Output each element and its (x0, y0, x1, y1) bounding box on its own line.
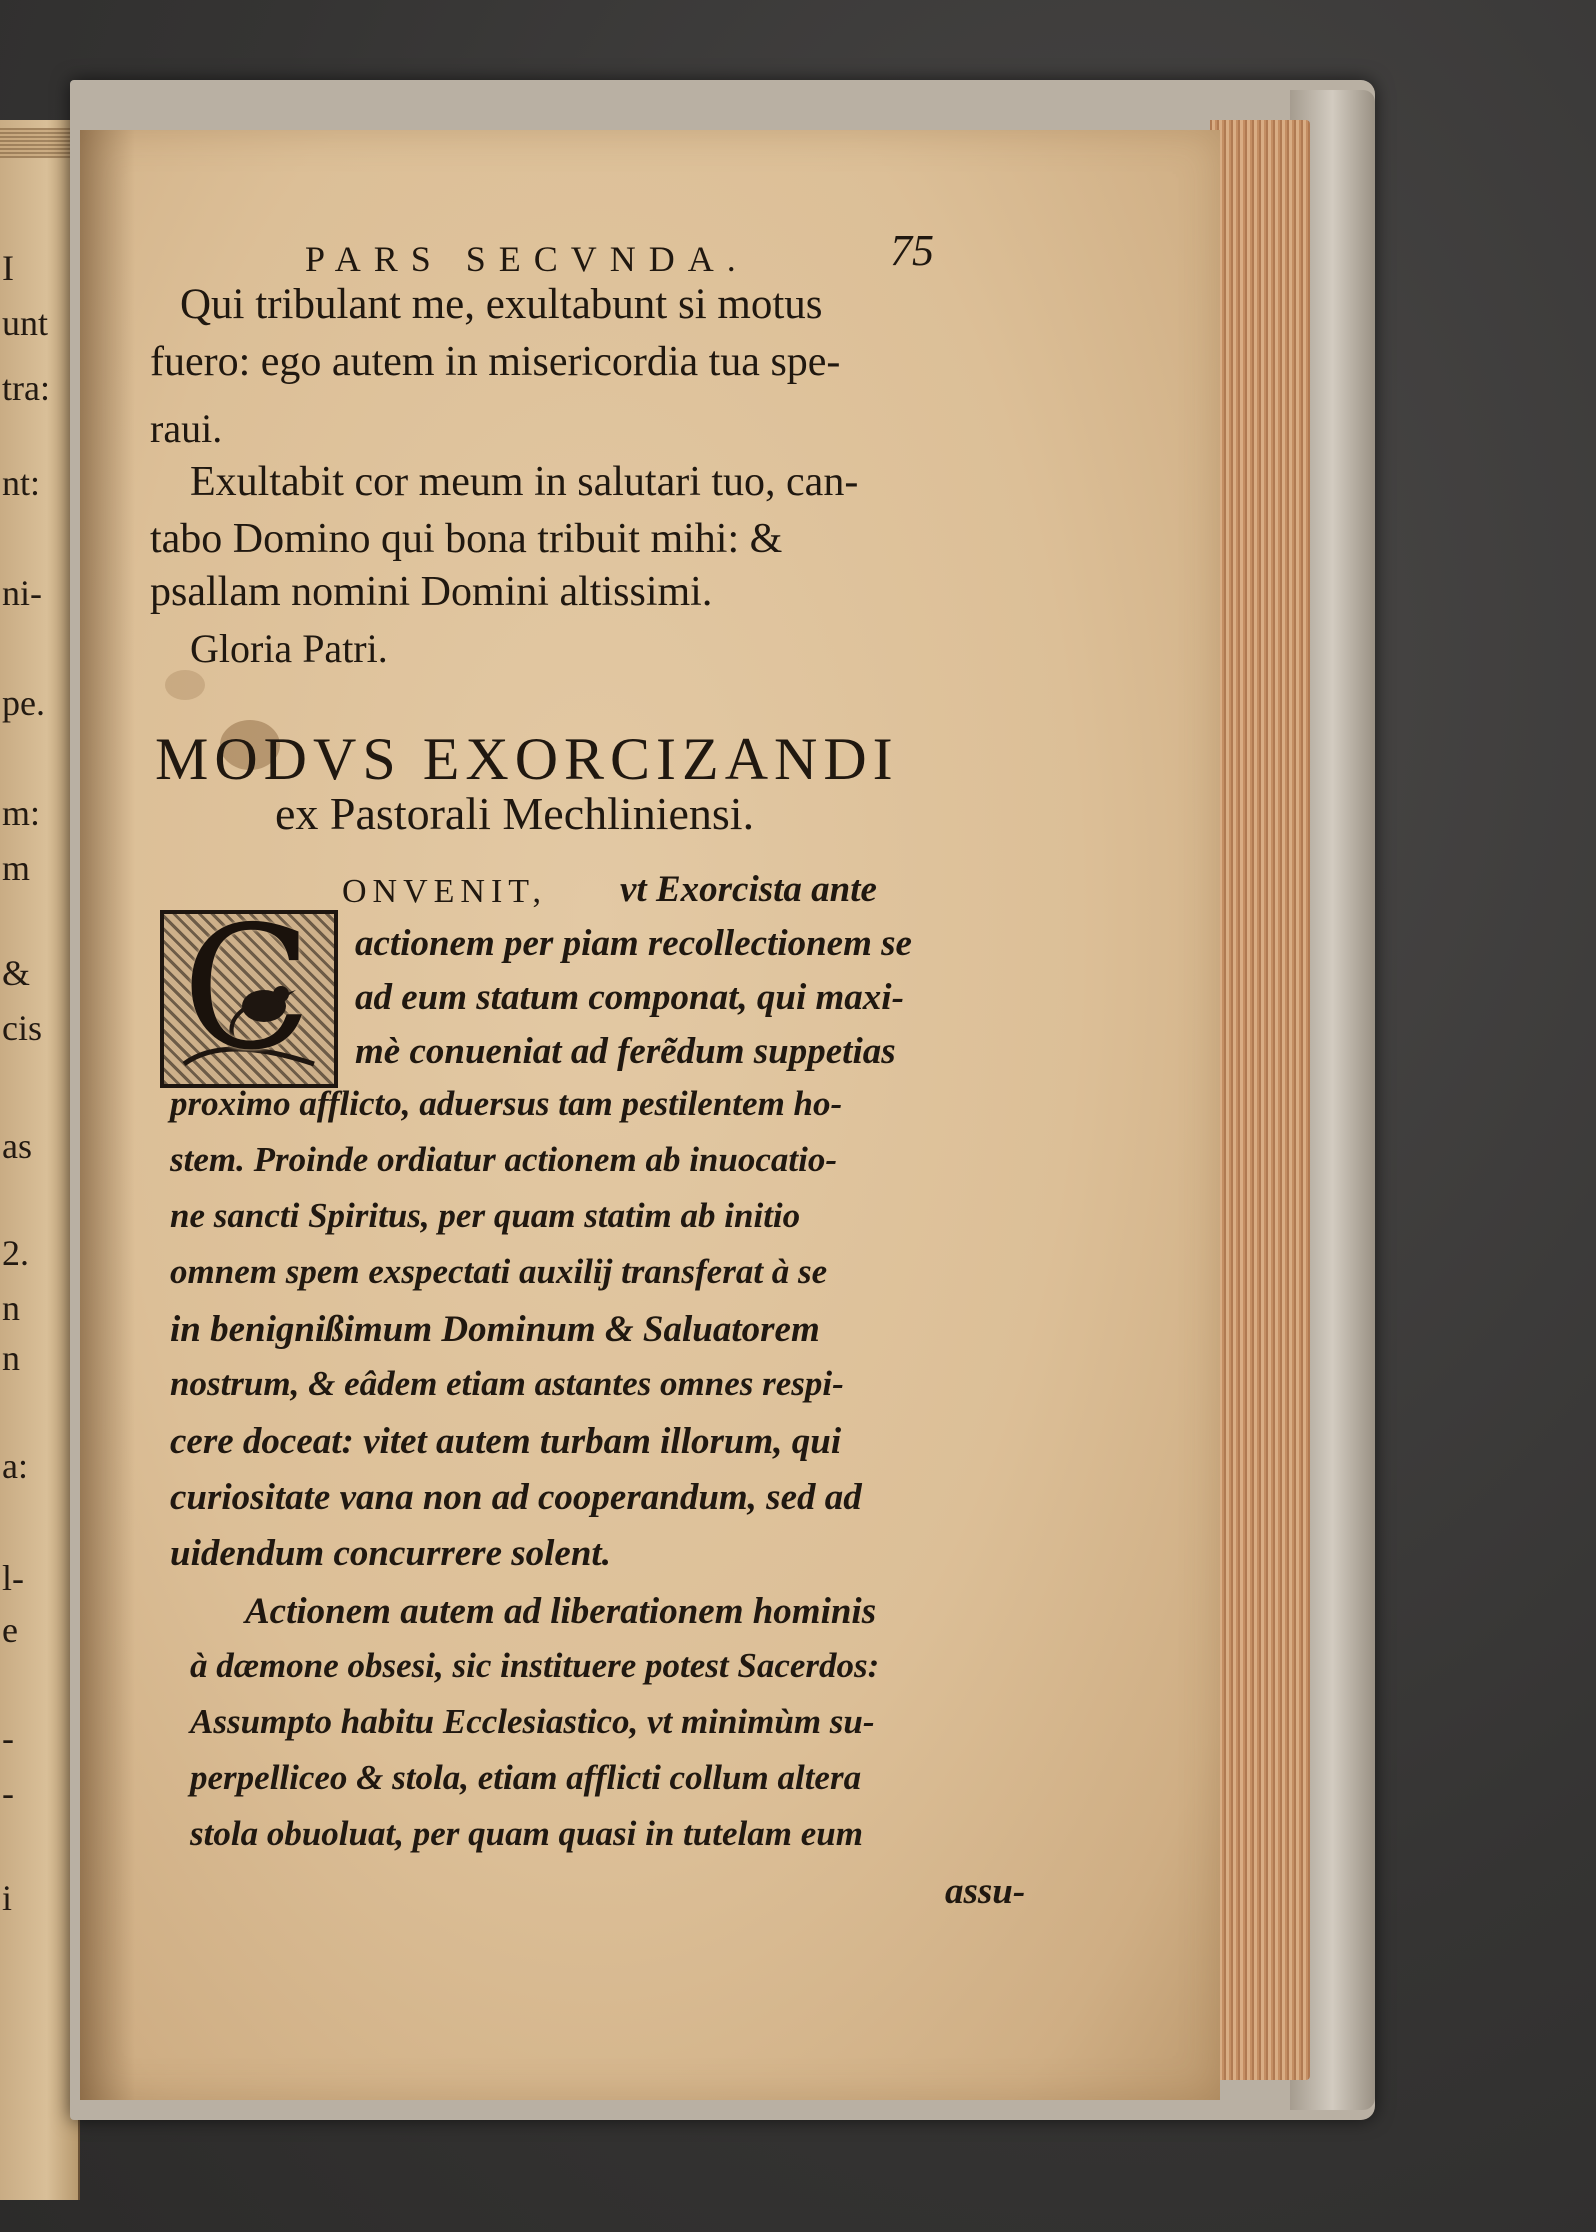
catchword: assu- (945, 1871, 1026, 1912)
left-fragment: - (2, 1718, 14, 1758)
left-fragment: ni- (2, 573, 42, 613)
left-fragment: nt: (2, 463, 41, 503)
text-line: in benignißimum Dominum & Saluatorem (170, 1309, 820, 1350)
section-title: MODVS EXORCIZANDI (155, 726, 899, 792)
text-line: ad eum statum componat, qui maxi- (355, 977, 904, 1018)
text-line: stola obuoluat, per quam quasi in tutelam eum (190, 1814, 863, 1853)
left-fragment: i (2, 1878, 13, 1918)
page-number: 75 (890, 226, 934, 275)
left-fragment: n (2, 1288, 20, 1328)
left-fragment: unt (2, 303, 49, 343)
text-line: omnem spem exspectati auxilij transferat à se (170, 1252, 828, 1291)
decorated-initial (160, 890, 338, 1088)
text-line: curiositate vana non ad cooperandum, sed ad (170, 1477, 862, 1518)
left-fragment: & (2, 953, 31, 993)
text-line: uidendum concurrere solent. (170, 1533, 611, 1574)
page-fore-edge (1210, 120, 1310, 2080)
text-line: nostrum, & eâdem etiam astantes omnes respi- (170, 1364, 844, 1403)
text-line: psallam nomini Domini altissimi. (150, 569, 713, 615)
left-fragment: l- (2, 1558, 24, 1598)
text-line: perpelliceo & stola, etiam afflicti collum altera (190, 1758, 862, 1797)
text-line: Gloria Patri. (190, 626, 388, 671)
text-line: vt Exorcista ante (620, 869, 877, 910)
left-fragment: m: (2, 793, 41, 833)
ink-stain (165, 670, 205, 700)
drop-cap-letter: C (182, 890, 313, 1088)
left-fragment: pe. (2, 683, 45, 723)
text-line: mè conueniat ad ferẽdum suppetias (355, 1031, 896, 1072)
section-subtitle: ex Pastorali Mechliniensi. (275, 788, 755, 839)
left-fragment: e (2, 1610, 18, 1650)
text-line: raui. (150, 406, 223, 451)
page-gutter-shadow (80, 130, 135, 2100)
text-line: proximo afflicto, aduersus tam pestilentem ho- (170, 1084, 843, 1123)
opening-capitals: ONVENIT, (342, 873, 548, 910)
left-fragment: m (2, 848, 31, 888)
text-line: Assumpto habitu Ecclesiastico, vt minimùm su- (190, 1702, 875, 1741)
left-fragment: a: (2, 1446, 28, 1486)
text-line: cere doceat: vitet autem turbam illorum, qui (170, 1421, 842, 1462)
text-line: stem. Proinde ordiatur actionem ab inuocatio- (170, 1140, 837, 1179)
left-fragment: n (2, 1338, 20, 1378)
text-line: ne sancti Spiritus, per quam statim ab initio (170, 1196, 801, 1235)
text-line: à dæmone obsesi, sic instituere potest Sacerdos: (190, 1646, 880, 1685)
left-fragment: cis (2, 1008, 42, 1048)
text-line: actionem per piam recollectionem se (355, 923, 912, 964)
left-fragment: tra: (2, 368, 50, 408)
text-line: Actionem autem ad liberationem hominis (245, 1591, 877, 1632)
left-fragment: I (2, 248, 14, 288)
text-line: Qui tribulant me, exultabunt si motus (180, 281, 823, 328)
left-fragment: 2. (2, 1233, 29, 1273)
text-line: Exultabit cor meum in salutari tuo, can- (190, 459, 859, 505)
running-header: PARS SECVNDA. (305, 239, 749, 279)
text-line: tabo Domino qui bona tribuit mihi: & (150, 516, 783, 562)
left-fragment: - (2, 1773, 14, 1813)
left-fragment: as (2, 1126, 32, 1166)
text-line: fuero: ego autem in misericordia tua spe- (150, 339, 841, 385)
left-page-top-edge (0, 128, 78, 158)
